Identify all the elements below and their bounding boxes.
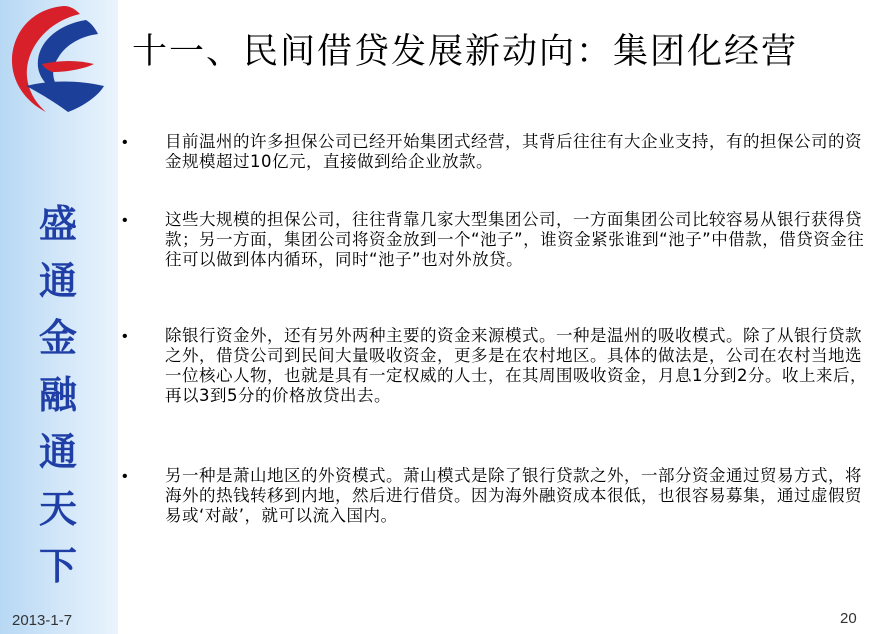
bullet-icon: • (122, 212, 128, 229)
shengtong-logo-icon (2, 2, 114, 120)
sidebar (0, 0, 118, 634)
slogan-char: 通 (38, 429, 77, 474)
slide-date: 2013-1-7 (12, 612, 73, 629)
bullet-icon: • (122, 134, 128, 151)
slogan-char: 通 (38, 258, 77, 303)
bullet-paragraph: 目前温州的许多担保公司已经开始集团式经营，其背后往往有大企业支持，有的担保公司的资金规模超过10亿元，直接做到给企业放款。 (165, 132, 862, 171)
slide-title: 十一、民间借贷发展新动向：集团化经营 (132, 32, 799, 72)
slogan-char: 下 (38, 543, 77, 588)
slogan-char: 金 (38, 315, 77, 360)
page-number: 20 (840, 610, 857, 627)
bullet-icon: • (122, 468, 128, 485)
bullet-paragraph: 除银行资金外，还有另外两种主要的资金来源模式。一种是温州的吸收模式。除了从银行贷款之外，借贷公司到民间大量吸收资金，更多是在农村地区。具体的做法是，公司在农村当地选一位核心人物，也就是具有一定权威的人士，在其周围吸收资金，月息1分到2分。收上来后，再以3到5分的价格放贷出去。 (165, 326, 867, 405)
slogan-char: 融 (38, 372, 77, 417)
slogan-char: 盛 (38, 201, 77, 246)
bullet-icon: • (122, 328, 128, 345)
slogan-char: 天 (38, 486, 77, 531)
bullet-paragraph: 这些大规模的担保公司，往往背靠几家大型集团公司，一方面集团公司比较容易从银行获得贷款；另一方面，集团公司将资金放到一个“池子”，谁资金紧张谁到“池子”中借款，借贷资金往往可以做到体内循环，同时“池子”也对外放贷。 (165, 210, 865, 269)
vertical-slogan (28, 195, 88, 594)
bullet-paragraph: 另一种是萧山地区的外资模式。萧山模式是除了银行贷款之外，一部分资金通过贸易方式，将海外的热钱转移到内地，然后进行借贷。因为海外融资成本很低，也很容易募集，通过虚假贸易或‘对敲’，就可以流入国内。 (165, 466, 862, 525)
